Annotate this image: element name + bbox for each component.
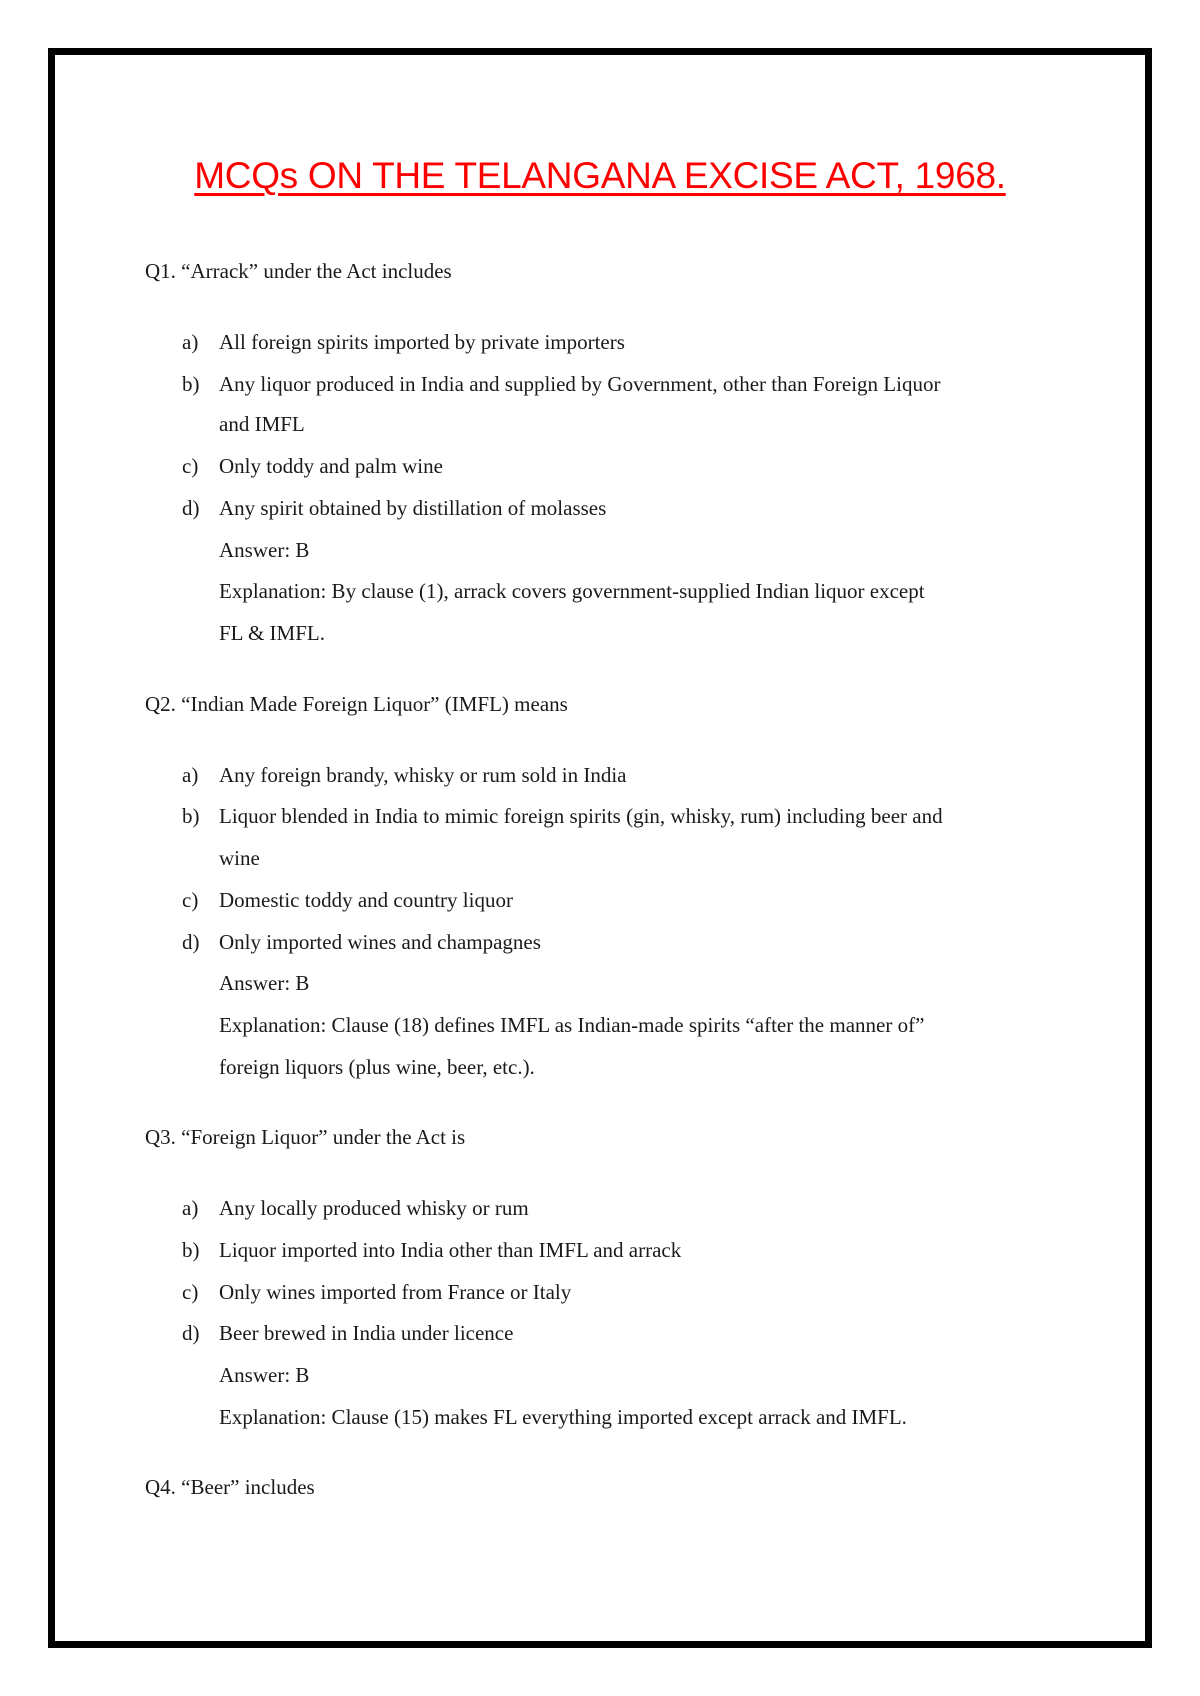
option-2b-continuation: wine xyxy=(219,846,260,870)
answer-2: Answer: B xyxy=(219,971,310,995)
option-text: Any spirit obtained by distillation of molasses xyxy=(219,496,607,520)
option-letter: b) xyxy=(182,372,200,396)
option-text: Any locally produced whisky or rum xyxy=(219,1196,529,1220)
option-letter: a) xyxy=(182,330,199,354)
option-text: Domestic toddy and country liquor xyxy=(219,888,513,912)
option-letter: b) xyxy=(182,1238,200,1262)
option-letter: c) xyxy=(182,888,199,912)
document-title: MCQs ON THE TELANGANA EXCISE ACT, 1968. xyxy=(194,155,1006,196)
question-4: Q4. “Beer” includes xyxy=(145,1475,315,1499)
explanation-2: Explanation: Clause (18) defines IMFL as Indian-made spirits “after the manner of” xyxy=(219,1013,925,1037)
option-letter: d) xyxy=(182,496,200,520)
option-letter: c) xyxy=(182,454,199,478)
question-1: Q1. “Arrack” under the Act includes xyxy=(145,259,452,283)
option-letter: a) xyxy=(182,763,199,787)
option-text: Only toddy and palm wine xyxy=(219,454,443,478)
option-letter: a) xyxy=(182,1196,199,1220)
explanation-1: Explanation: By clause (1), arrack covers government-supplied Indian liquor except xyxy=(219,579,925,603)
option-text: Liquor imported into India other than IMFL and arrack xyxy=(219,1238,682,1262)
explanation-3: Explanation: Clause (15) makes FL everything imported except arrack and IMFL. xyxy=(219,1405,907,1429)
option-1b-continuation: and IMFL xyxy=(219,412,305,436)
option-letter: b) xyxy=(182,804,200,828)
option-letter: d) xyxy=(182,1321,200,1345)
option-text: All foreign spirits imported by private importers xyxy=(219,330,625,354)
question-2: Q2. “Indian Made Foreign Liquor” (IMFL) means xyxy=(145,692,568,716)
explanation-2-continuation: foreign liquors (plus wine, beer, etc.). xyxy=(219,1055,535,1079)
option-text: Any foreign brandy, whisky or rum sold in India xyxy=(219,763,627,787)
question-3: Q3. “Foreign Liquor” under the Act is xyxy=(145,1125,466,1149)
option-letter: c) xyxy=(182,1280,199,1304)
answer-3: Answer: B xyxy=(219,1363,310,1387)
option-text: Any liquor produced in India and supplied by Government, other than Foreign Liquor xyxy=(219,372,941,396)
option-text: Only wines imported from France or Italy xyxy=(219,1280,572,1304)
explanation-1-continuation: FL & IMFL. xyxy=(219,621,325,645)
option-text: Liquor blended in India to mimic foreign spirits (gin, whisky, rum) including beer and xyxy=(219,804,943,828)
option-text: Only imported wines and champagnes xyxy=(219,930,541,954)
option-text: Beer brewed in India under licence xyxy=(219,1321,514,1345)
answer-1: Answer: B xyxy=(219,538,310,562)
option-letter: d) xyxy=(182,930,200,954)
